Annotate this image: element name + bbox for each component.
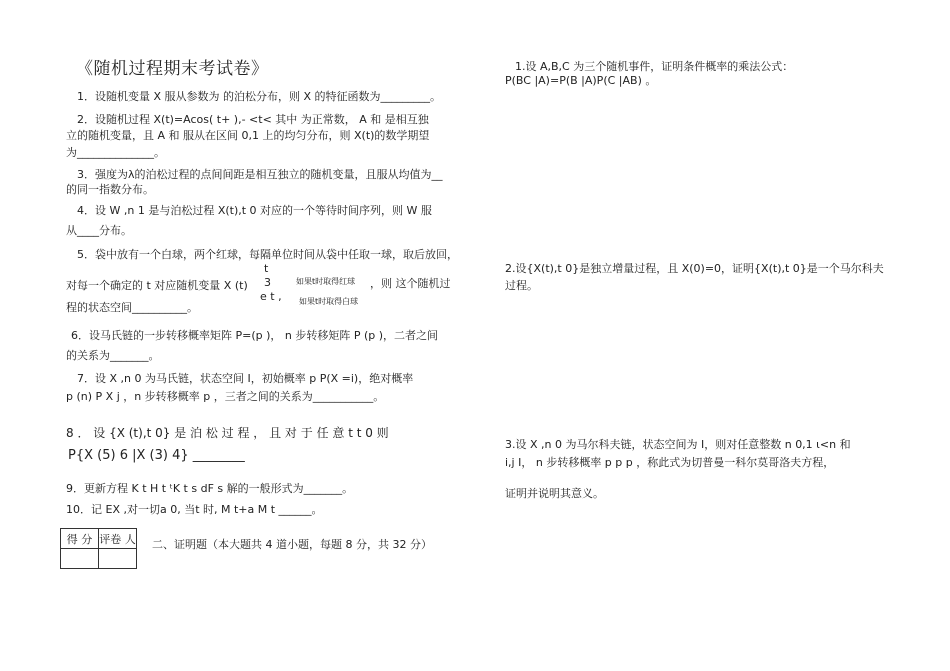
question-5-line-1: 5．袋中放有一个白球，两个红球，每隔单位时间从袋中任取一球，取后放回， xyxy=(77,248,458,261)
question-4-line-1: 4．设 W ,n 1 是与泊松过程 X(t),t 0 对应的一个等待时间序列，则 W 服 xyxy=(77,204,432,217)
score-header: 得 分 xyxy=(61,529,99,549)
question-5-tail: ，则 这个随机过 xyxy=(370,277,451,290)
question-1: 1．设随机变量 X 服从参数为 的泊松分布，则 X 的特征函数为_________。 xyxy=(77,90,442,103)
proof-3-line-1: 3.设 X ,n 0 为马尔科夫链，状态空间为 I，则对任意整数 n 0,1 ι<n 和 xyxy=(505,438,851,451)
question-2-line-3: 为______________。 xyxy=(66,146,165,159)
question-5-line-3: 程的状态空间__________。 xyxy=(66,301,198,314)
question-2-line-1: 2．设随机过程 X(t)=Acos( t+ ),- <t< 其中 为正常数， A 和 是相互独 xyxy=(77,113,429,126)
question-3-line-1: 3．强度为λ的泊松过程的点间间距是相互独立的随机变量，且服从均值为__ xyxy=(77,168,443,181)
question-8-line-1: 8 ． 设 {X (t),t 0} 是 泊 松 过 程 ， 且 对 于 任 意 t t 0 则 xyxy=(66,426,389,440)
proof-2-line-1: 2.设{X(t),t 0}是独立增量过程，且 X(0)=0，证明{X(t),t 0}是一个马尔科夫 xyxy=(505,262,884,275)
question-5-fraction-bottom: e t , xyxy=(260,290,282,303)
question-4-line-2: 从____分布。 xyxy=(66,224,132,237)
question-5-line-2: 对每一个确定的 t 对应随机变量 X (t) xyxy=(66,279,248,292)
question-10: 10．记 EX ,对一切a 0, 当t 时, M t+a M t ______。 xyxy=(66,503,323,516)
proof-1-line-2: P(BC |A)=P(B |A)P(C |AB) 。 xyxy=(505,74,657,87)
grader-cell[interactable] xyxy=(99,549,137,569)
question-9: 9．更新方程 K t H t ᵗK t s dF s 解的一般形式为_______。 xyxy=(66,482,354,495)
question-6-line-1: 6．设马氏链的一步转移概率矩阵 P=(p )， n 步转移矩阵 P (p )，二者之间 xyxy=(71,329,439,342)
question-3-line-2: 的同一指数分布。 xyxy=(66,183,154,196)
question-7-line-1: 7．设 X ,n 0 为马氏链，状态空间 I，初始概率 p P(X =i)，绝对概率 xyxy=(77,372,414,385)
question-8-line-2: P{X (5) 6 |X (3) 4} ________ xyxy=(68,448,245,463)
proof-2-line-2: 过程。 xyxy=(505,279,538,292)
proof-1-line-1: 1.设 A,B,C 为三个随机事件，证明条件概率的乘法公式： xyxy=(515,60,794,73)
question-5-case-white: 如果t时取得白球 xyxy=(299,297,359,306)
question-5-case-red: 如果t时取得红球 xyxy=(296,277,356,286)
score-table xyxy=(60,528,137,569)
exam-title: 《随机过程期末考试卷》 xyxy=(76,59,269,79)
question-6-line-2: 的关系为_______。 xyxy=(66,349,160,362)
question-2-line-2: 立的随机变量，且 A 和 服从在区间 0,1 上的均匀分布，则 X(t)的数学期望 xyxy=(66,129,430,142)
question-7-line-2: p (n) P X j ，n 步转移概率 p ，三者之间的关系为___________。 xyxy=(66,390,385,403)
question-5-fraction-mid: 3 xyxy=(264,276,271,289)
score-cell[interactable] xyxy=(61,549,99,569)
section-2-heading: 二、证明题（本大题共 4 道小题，每题 8 分，共 32 分） xyxy=(152,538,432,551)
proof-3-line-3: 证明并说明其意义。 xyxy=(505,487,604,500)
grader-header: 评卷 人 xyxy=(99,529,137,549)
proof-3-line-2: i,j I， n 步转移概率 p p p ，称此式为切普曼一科尔莫哥洛夫方程， xyxy=(505,456,835,469)
question-5-fraction-top: t xyxy=(264,262,269,275)
